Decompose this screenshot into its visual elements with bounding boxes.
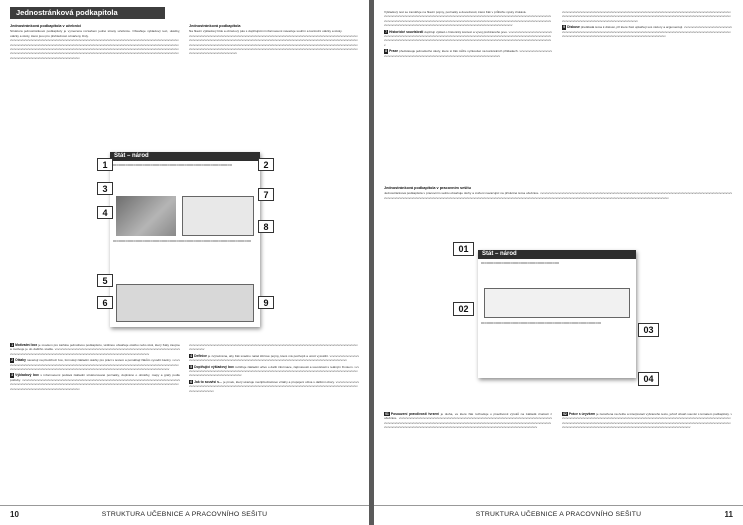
callout-01: 01	[453, 242, 474, 256]
page-number-left: 10	[10, 510, 19, 519]
callout-6: 6	[97, 296, 113, 309]
workbook-item-02	[562, 412, 732, 502]
textbook-page-illustration	[110, 152, 260, 327]
callout-03: 03	[638, 323, 659, 337]
illustration-text: lllllllllllllllllllllllllllllllllllllllllllllllllllllllllllllllllllllllllllllllllllllllllllllllllllllllllllllllllllllllllllllllllllllllllllllllllll	[481, 262, 560, 265]
callout-1: 1	[97, 158, 113, 171]
item-01: 01 Posouzení pravdivosti tvrzení je úloha, ve které žák rozhoduje o pravdivosti výroků na základě znalostí z učebnice. vvvvvvvvvvvvvvvvvvvvvvvvvvvvvvvvvvvvvvvvvvvvvvvvvvvvvvvvvvvvvvvvvvvvvvvvvvvvvvvvvvvvvvvvvvvvvvvvvvvvvvvvvvvvvvvvvvvvvvvvvvvvvvvvvvvvvvvvvvvvvvvvvvvvvvvvvvvvvvvvvvvvvvvvvvvvvvvvvvvvvvvvvvvvvvvvvvvvvvvvvvvvvvvvvvvvvvvvvvvvvvvvvvvvvvvvvvvvvvvvvvvvvvvvvvvvvvvvvvvvvvvvvvvvvvvvvvvvvvvvvvvvvvvvvvvvvvvvvvvvvvvvvv	[384, 412, 552, 430]
workbook-section	[384, 186, 732, 230]
workbook-page-illustration	[478, 250, 636, 378]
item-4: 4 Definice je zvýrazněna, aby žák snadno našel klíčové pojmy, které má pochopit a umět vysvětlit. vvvvvvvvvvvvvvvvvvvvvvvvvvvvvvvvvvvvvvvvvvvvvvvvvvvvvvvvvvvvvvvvvvvvvvvvvvvvvvvvvvvvvvvvvvvvvvvvvvvvvvvvvvvvvvvvvvvvvvvvv	[189, 353, 359, 363]
illustration-box	[116, 284, 254, 322]
item-8: 8 Praxe představuje jednoduché úkoly, které si žák může vyzkoušet na konkrétních příkladech. vvvvvvvvvvvvvvvvvvvvvvvvvvvvvvvvvvvvvvvvvvvvvvvvvvvvvvvvvvvvvvvvvvvvvvvvvvvvvvvvvvvvvvvvvvvvvvvv	[384, 49, 552, 58]
workbook-section-title: Jednostránková podkapitola v pracovním sešitu	[384, 186, 471, 190]
callout-8: 8	[258, 220, 274, 233]
callout-7: 7	[258, 188, 274, 201]
callout-3: 3	[97, 182, 113, 195]
filler: vvvvvvvvvvvvvvvvvvvvvvvvvvvvvvvvvvvvvvvvvvvvvvvvvvvvvvvvvvvvvvvvvvvvvvvvvvvvvvvvvvvvvvvvvvvvvvvvvvvvvvvvvvvvvvvvvvvvvvvvvvvvvvvvvvvvvvvvvvvvvvvvvvvvvvvvvvvvvvvvvvvvvvvvvvvvvvvvvvvvvvvvvvvvvvvvvvvvvvvvvvvvvvvvvvvvvvvvvvvvvvvvvvvvvvvvvvvvvvvvvvvvvvvvvvvvvvvvvvvvvvvvvvvvvvvvvvvvvvvvvvvvvvvvvvvvvvvvvvvvvvvvvvvvvvvvvvvvvvvvvvvvvvvvvvvvvvvvvvvvvvvvvvvvvvvvvvvvvvvvvvvvvvvvvvvvvvvvvvvvvvvvvvvvvvvvvvvvvvvvvvvvvvvvvvvvvvvvvvvvvvvvvvvvvvvvvvvvvvvvvvvvvvvvvvvvvvvvvvvvvvvvvvvvvvvvvvvvvvvvv	[10, 38, 179, 60]
filler: vvvvvvvvvvvvvvvvvvvvvvvvvvvvvvvvvvvvvvvvvvvvvvvvvvvvvvvvvvvvvvvvvvvvvvvvvvvvvvvvvvvvvvvvvvvvvvvvvvvvvvvvvvvvvvvvvvvvvvvvvvvvvvvvvvvvvvvvvvvvvvvvvvvvvvvvvvvvvvvvvvvvvvvvvvvvvvvvvvvvvvvvvvvvvvvvvvvvvvvvvvvvvvvvvvvvvvvvvvvvvvvvvvvvvvvvvvvvvvvvvvvvvvvvvvvvvvvvvvvvvvvvvvvvvvvvvvvvvvvvvvvvvvvvvvvvvvvvvvvvvvvvvvvvvvvvvvvvvvvvvvvvvvvvvvvvvvvvvvvvvvvvvvvvvvvvvvvvvvvvvvvvvvvvvvvvvvvvvvvvvvvvvvvvvvvvvvvvvvvvvvvvvvvvvvvvvvvvvvvvvvvvvvvvvvvvvvvvvvvvvvvvvvvvvvvvvvvvvvvvvvvvvvv	[189, 33, 358, 56]
left-items-col-1	[10, 343, 180, 503]
left-section-1-title: Jednostránková podkapitola v učebnici	[10, 24, 82, 28]
left-section-2-text: Na hlavní výkladový blok a obrazový pás s doplňujícími informacemi navazuje souhrn a kontrolní otázky a úkoly.	[189, 29, 343, 34]
filler: vvvvvvvvvvvvvvvvvvvvvvvvvvvvvvvvvvvvvvvvvvvvvvvvvvvvvvvvvvvvvvvvvvvvvvvvvvvvvvvvvvvvvvvvvvvvvvvvvvvvvvvvvvvvvvvvvvvvvvvvvvvvvvvvvvvvvvvvvvvvvvvvvvvvvvvvvvvvvvvvvvvvvvvvvvvvvvvvvvvvvvvvvvvvvvvvvvvvvvvvvvvvvvvvvvvvvvvvvvvvvvvvvvvvvvvvvvvvvvvvvvvvvvvvvvvvvvvvvvvvvvvvvvvvvvvvvvvvvvvvvvvvvvvvvvvvvvvvvvvvvvvvvvvv	[384, 191, 732, 200]
left-section-2-title: Jednostránková podkapitola	[189, 24, 241, 28]
item-3: 3 Výkladový box s informacemi podává základní strukturované poznatky, doplněné o obrázky, mapy a grafy podle potřeby. vvvvvvvvvvvvvvvvvvvvvvvvvvvvvvvvvvvvvvvvvvvvvvvvvvvvvvvvvvvvvvvvvvvvvvvvvvvvvvvvvvvvvvvvvvvvvvvvvvvvvvvvvvvvvvvvvvvvvvvvvvvvvvvvvvvvvvvvvvvvvvvvvvvvvvvvvvvvvvvvvvvvvvvvvvvvvvvvvvvvvvvvvvvvvvvvvvvvvvvvvvvvvvvvvvvvvvvvvvvvvvvvvvvvvvvvvvvvvvvvvvvvvvvvvvvvvvvv	[10, 373, 180, 391]
right-footer	[374, 505, 743, 525]
right-top-text: Výkladový text se zaměřuje na hlavní pojmy, poznatky a dovednosti, které žák v průběhu výuky získává.	[384, 10, 527, 14]
workbook-section-text: Jednostránková podkapitola v pracovním sešitu obsahuje úlohy a cvičení navazující na příslušné téma učebnice.	[384, 191, 540, 196]
callout-5: 5	[97, 274, 113, 287]
left-footer	[0, 505, 369, 525]
workbook-page-title: Stát – národ	[478, 250, 636, 259]
page-number-right: 11	[724, 510, 733, 519]
item-7: 7 Historické souvislosti doplňují výklad o historický kontext a vývoj probíraného jevu. vvvvvvvvvvvvvvvvvvvvvvvvvvvvvvvvvvvvvvvvvvvvvvvvvvvvvvvvvvvvvvvvvvvvvvvvvvvvvvvvvvvvvvvvvvvvvvvvvvvvvvvvvvvvvvvvvvvvvvvvvvvvvvvvvvvvvvvvvvvvvvvvvvvvvvvvvvvvvvvvvvvvvvvvvvvvvvvvvvvvvvvvvvvvvvvvvvvvvvvvvvvvvvvvvvvvvvvvvvvvvvvvvvvvvvvvvvvvvvvvvvvvv	[384, 29, 552, 47]
footer-title-left: STRUKTURA UČEBNICE A PRACOVNÍHO SEŠITU	[101, 511, 268, 518]
item-2: 2 Otázky navazují na předchozí box, formulují základní otázky pro práci s textem a pomáhají žákům vyvodit závěry. vvvvvvvvvvvvvvvvvvvvvvvvvvvvvvvvvvvvvvvvvvvvvvvvvvvvvvvvvvvvvvvvvvvvvvvvvvvvvvvvvvvvvvvvvvvvvvvvvvvvvvvvvvvvvvvvvvvvvvvvvvvvvvvvvvvvvvvvvvvvvvvvvvvvvvvvvvvvvvvvvvvvvvvvvvvvvvvvvvvvvvvvvvvvvvvvvvvvvvvvvvvvvvvvvvvvvvvvv	[10, 358, 180, 372]
left-section-2	[189, 24, 359, 92]
illustration-text: llllllllllllllllllllllllllllllllllllllllllllllllllllllllllllllllllllllllllllllllllllllllllllllllllllllllllllllllllllllllllllllllllllllllllllllllllllllllllllllllllllllllllllllllllllllllllllllllllllllllllllllllllllllllllllllllll	[481, 322, 602, 325]
item-5: 5 Doplňující výkladový box rozšiřuje základní učivo o další informace, zajímavosti a souvislosti s reálným životem. vvvvvvvvvvvvvvvvvvvvvvvvvvvvvvvvvvvvvvvvvvvvvvvvvvvvvvvvvvvvvvvvvvvvvvvvvvvvvvvvvvvvvvvvvvvvvvvvvvvvvvvvvvvvvvvvvvvvvvvvvvvvvvvvvvvvvvvvvvvvvvvvvv	[189, 364, 359, 378]
illustration-box	[484, 288, 630, 318]
illustration-box	[182, 196, 254, 236]
callout-04: 04	[638, 372, 659, 386]
left-section-1-text: Struktura jednostránkové podkapitoly je vymezena rozsahem jedné strany učebnice. Obsahuje výkladový text, ukázky, otázky a úkoly, které jsou pro přehlednost označeny čísly.	[10, 29, 180, 38]
left-section-1	[10, 24, 180, 92]
right-page	[374, 0, 743, 525]
right-top-col-1	[384, 10, 552, 180]
illustration-text: llllllllllllllllllllllllllllllllllllllllllllllllllllllllllllllllllllllllllllllllllllllllllllllllllllllllllllllllllllllllllllllllllllllllllllllllllllllllllllllllllllllllllllllllllllllllllllllllllllllllllllllllllllllllllllllllllllllllllllllllllllllllllllllllllll	[113, 240, 252, 243]
left-items-col-2	[189, 343, 359, 503]
illustration-photo	[116, 196, 176, 236]
textbook-page-title: Stát – národ	[110, 152, 260, 161]
callout-4: 4	[97, 206, 113, 219]
callout-2: 2	[258, 158, 274, 171]
callout-9: 9	[258, 296, 274, 309]
callout-02: 02	[453, 302, 474, 316]
item-9: 9 Diskuse předkládá téma k diskusi, při které žáci uplatňují své názory a argumentují. vvvvvvvvvvvvvvvvvvvvvvvvvvvvvvvvvvvvvvvvvvvvvvvvvvvvvvvvvvvvvvvvvvvvvvvvvvvvvvvvvvvvvvvvvvvvvvvvvvvvvvvvvvvvvvvvvvvvvvvvvvvvvvvvvvvvvvvvvvvvvvvvvvvvvvvvvvvvvvvvvvvvvvvvvvvvvvvvvvvvvvvvvvvvvvvvvvvvvvvvvvvvvvv	[562, 25, 732, 39]
item-3-cont: vvvvvvvvvvvvvvvvvvvvvvvvvvvvvvvvvvvvvvvvvvvvvvvvvvvvvvvvvvvvvvvvvvvvvvvvvvvvvvvvvvvvvvvvvvvvvvvvvvvvvvvvvvvvvvvvvvvvvvv	[189, 343, 358, 352]
item-6: 6 Jak to souvisí s… je prvek, který ukazuje mezipředmětové vztahy a propojení učiva s dalšími obory. vvvvvvvvvvvvvvvvvvvvvvvvvvvvvvvvvvvvvvvvvvvvvvvvvvvvvvvvvvvvvvvvvvvvvvvvvvvvvvvvvvvvvvvvvvvvvvvvvvvvvvvvvvvvvvvvvvvvvvvvvvvvvvvvvvvvvvvvvvvv	[189, 379, 359, 393]
left-page	[0, 0, 369, 525]
item-02: 02 Práce s úryvkem je zaměřena na četbu a interpretaci vybraného textu, jehož obsah souvisí s tématem podkapitoly. vvvvvvvvvvvvvvvvvvvvvvvvvvvvvvvvvvvvvvvvvvvvvvvvvvvvvvvvvvvvvvvvvvvvvvvvvvvvvvvvvvvvvvvvvvvvvvvvvvvvvvvvvvvvvvvvvvvvvvvvvvvvvvvvvvvvvvvvvvvvvvvvvvvvvvvvvvvvvvvvvvvvvvvvvvvvvvvvvvvvvvvvvvvvvvvvvvvvvvvvvvvvvvvvvvvvvvvvvvvvvvvvvvvvvvvvvvvvvvvvvvvvvvvvvvvvvvvvvvvvvvvvvvvvvvvvvvvvvvvvvvvvvvvvvvvvvvvvvvvvvv	[562, 412, 732, 430]
right-top-col-2	[562, 10, 732, 145]
left-page-header: Jednostránková podkapitola	[10, 7, 165, 19]
filler: vvvvvvvvvvvvvvvvvvvvvvvvvvvvvvvvvvvvvvvvvvvvvvvvvvvvvvvvvvvvvvvvvvvvvvvvvvvvvvvvvvvvvvvvvvvvvvvvvvvvvvvvvvvvvvvvvvvvvvvvvvvvvvvvvvvvvvvvvvvvvvvvvvvvvvvvvvvvvvvvvvvvvvvvvvvvvvvvvvvvvvvvvvvvvvvvvvvvvvvvvvvvvvvvvvvvvvvvvvvvvvvvvvvvvvvvvvvvvvvvvvvvvvvvvvvvvvvvvvvvvvvvvvvvvvvvvvvvvvvvvvvvvvvvvvvvvvvvvvv	[384, 14, 552, 28]
filler: vvvvvvvvvvvvvvvvvvvvvvvvvvvvvvvvvvvvvvvvvvvvvvvvvvvvvvvvvvvvvvvvvvvvvvvvvvvvvvvvvvvvvvvvvvvvvvvvvvvvvvvvvvvvvvvvvvvvvvvvvvvvvvvvvvvvvvvvvvvvvvvvvvvvvvvvvvvvvvvvvvvvvvvvvvvvvvvvvvvvvvvvvvvvvvvvvvvvvvvvvvvvvvvvvvvvvvvvvvvvvvvvvvvvvvvvvvvvvvvvvvvvvvvvvvvvvvvvvvvvvvvvvvv	[562, 10, 731, 23]
item-1: 1 Motivační box je úvodem pro každou jednotlivou podkapitolu, většinou obsahuje otázku nebo úkol, který žáky zaujme a motivuje je do dalšího studia. vvvvvvvvvvvvvvvvvvvvvvvvvvvvvvvvvvvvvvvvvvvvvvvvvvvvvvvvvvvvvvvvvvvvvvvvvvvvvvvvvvvvvvvvvvvvvvvvvvvvvvvvvvvvvvvvvvvvvvvvvvvvvvvvvvvvvvvvvvvvvvvvvvvvvvvvvvvvvvvvvvvvvvvvvvv	[10, 343, 180, 356]
footer-title-right: STRUKTURA UČEBNICE A PRACOVNÍHO SEŠITU	[475, 511, 642, 518]
illustration-text: llllllllllllllllllllllllllllllllllllllllllllllllllllllllllllllllllllllllllllllllllllllllllllllllllllllllllllllllllllllllllllllllllllllllllllllllllllllllllllllllllllllllllllllllllllllllllllllllllllllllllllllllllllllllllllllll	[113, 164, 232, 167]
workbook-item-01	[384, 412, 552, 502]
